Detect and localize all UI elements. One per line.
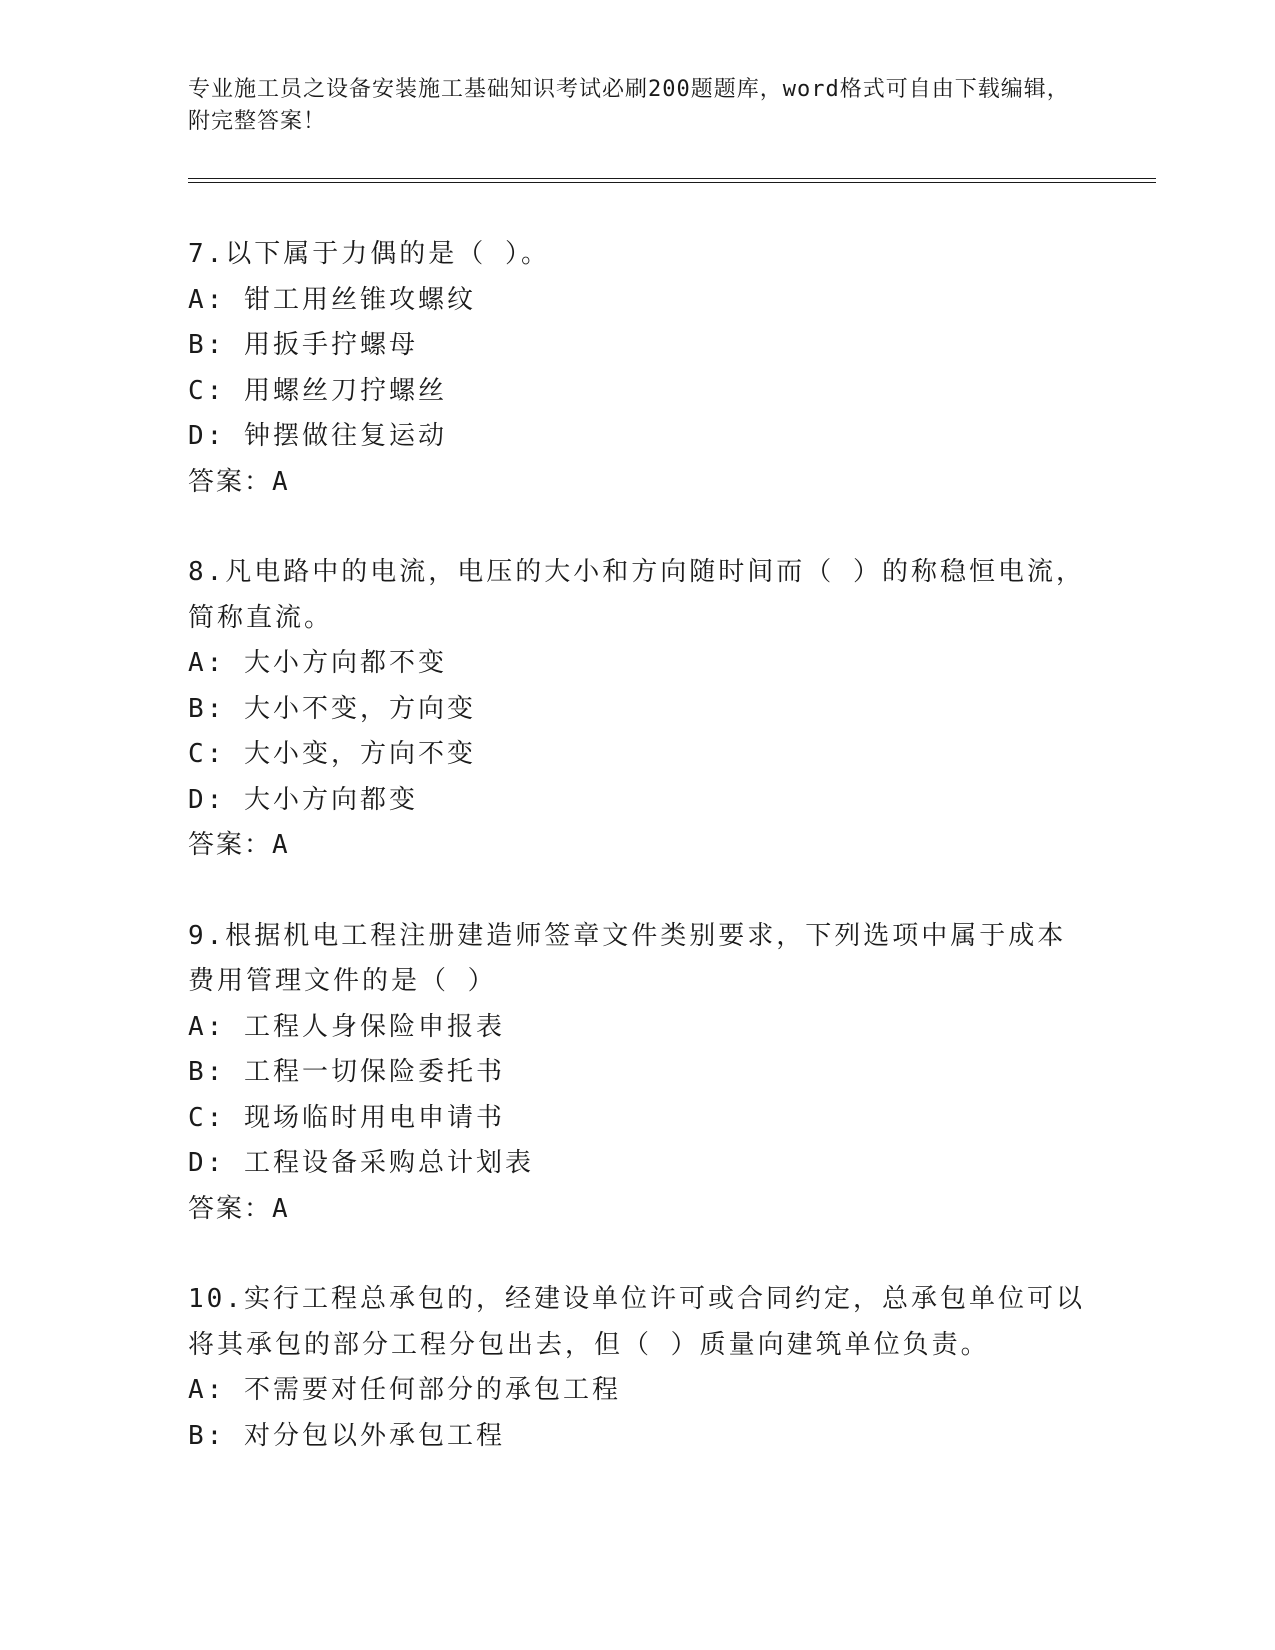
- question-text: 8.凡电路中的电流，电压的大小和方向随时间而（ ）的称稳恒电流，简称直流。: [188, 557, 1085, 633]
- question-text: 9.根据机电工程注册建造师签章文件类别要求，下列选项中属于成本费用管理文件的是（ ）: [188, 920, 1067, 996]
- answer-line: [188, 460, 1088, 506]
- answer-value: A: [272, 830, 290, 860]
- document-header: 专业施工员之设备安装施工基础知识考试必刷200题题库，word格式可自由下载编辑，附完整答案！: [188, 77, 1070, 134]
- option-d: D: 大小方向都变: [188, 784, 418, 815]
- option-b: B: 工程一切保险委托书: [188, 1057, 505, 1087]
- option-b: B: 对分包以外承包工程: [188, 1420, 505, 1451]
- option-a: A: 大小方向都不变: [188, 648, 447, 678]
- question-text: 10.实行工程总承包的，经建设单位许可或合同约定，总承包单位可以将其承包的部分工程分包出去，但（ ）质量向建筑单位负责。: [188, 1284, 1085, 1360]
- answer-label: 答案：: [188, 830, 273, 860]
- header-rule-top: [188, 178, 1156, 179]
- answer-label: 答案：: [188, 1193, 273, 1224]
- option-c: C: 大小变，方向不变: [188, 739, 476, 769]
- question-item: [188, 550, 1088, 869]
- question-item: [188, 1277, 1088, 1459]
- question-text: 7.以下属于力偶的是（ ）。: [188, 239, 550, 269]
- option-b: B: 大小不变，方向变: [188, 693, 476, 724]
- option-c: C: 用螺丝刀拧螺丝: [188, 375, 447, 406]
- answer-value: A: [272, 466, 290, 497]
- option-a: A: 钳工用丝锥攻螺纹: [188, 284, 476, 315]
- header-rule-bottom: [188, 182, 1156, 183]
- question-item: [188, 914, 1088, 1233]
- option-b: B: 用扳手拧螺母: [188, 330, 418, 360]
- answer-line: [188, 823, 1088, 869]
- option-a: A: 工程人身保险申报表: [188, 1011, 505, 1042]
- option-a: A: 不需要对任何部分的承包工程: [188, 1375, 621, 1405]
- option-d: D: 工程设备采购总计划表: [188, 1148, 534, 1178]
- question-item: [188, 232, 1088, 505]
- answer-line: [188, 1187, 1088, 1233]
- question-list: [188, 232, 1088, 1504]
- answer-label: 答案：: [188, 466, 273, 497]
- option-c: C: 现场临时用电申请书: [188, 1102, 505, 1133]
- answer-value: A: [272, 1193, 290, 1224]
- option-d: D: 钟摆做往复运动: [188, 421, 447, 451]
